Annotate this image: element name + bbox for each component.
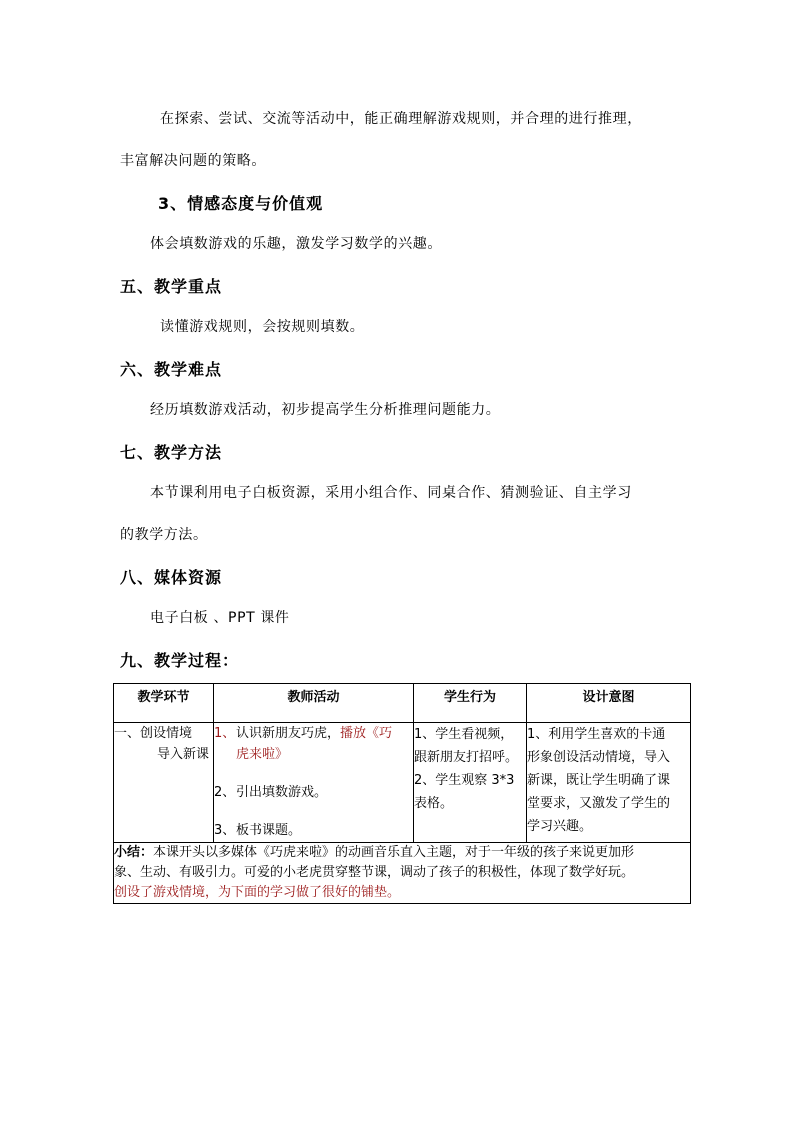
summary-row xyxy=(114,843,691,904)
teacher-item-1-highlight: 播放《巧 xyxy=(340,726,393,741)
teacher-item-1-number: 1、 xyxy=(214,726,236,741)
teacher-item-3-text: 板书课题。 xyxy=(236,823,302,838)
stage-cell xyxy=(114,723,214,843)
teacher-item-3 xyxy=(214,820,413,841)
intent-line-1: 1、利用学生喜欢的卡通 xyxy=(527,727,666,742)
header-stage: 教学环节 xyxy=(114,684,214,723)
table-row xyxy=(114,723,691,843)
teacher-item-1-text: 认识新朋友巧虎， xyxy=(236,726,341,741)
table-header-row xyxy=(114,684,691,723)
media-text: 电子白板 、PPT 课件 xyxy=(150,610,290,626)
teaching-process-table xyxy=(113,683,691,904)
emotion-text: 体会填数游戏的乐趣，激发学习数学的兴趣。 xyxy=(150,236,442,252)
teacher-item-1 xyxy=(214,723,413,744)
student-line-1: 1、学生看视频， xyxy=(414,727,514,742)
difficulty-text: 经历填数游戏活动，初步提高学生分析推理问题能力。 xyxy=(150,402,501,418)
emotion-heading: 3、情感态度与价值观 xyxy=(158,194,324,213)
method-line-1: 本节课利用电子白板资源，采用小组合作、同桌合作、猜测验证、自主学习 xyxy=(150,485,632,501)
teacher-item-3-number: 3、 xyxy=(214,823,236,838)
student-line-2: 跟新朋友打招呼。 xyxy=(414,750,519,765)
header-student: 学生行为 xyxy=(414,684,527,723)
summary-label: 小结： xyxy=(114,845,154,860)
stage-line-1: 一、创设情境 xyxy=(114,726,193,741)
teacher-item-2-number: 2、 xyxy=(214,785,236,800)
stage-line-2: 导入新课 xyxy=(156,747,209,762)
intent-line-2: 形象创设活动情境，导入 xyxy=(527,750,671,765)
key-point-heading: 五、教学重点 xyxy=(120,277,223,296)
header-intent: 设计意图 xyxy=(527,684,691,723)
intent-line-5: 学习兴趣。 xyxy=(527,819,593,834)
method-line-2: 的教学方法。 xyxy=(120,527,208,543)
key-point-text: 读懂游戏规则，会按规则填数。 xyxy=(160,319,365,335)
intro-line-2: 丰富解决问题的策略。 xyxy=(120,153,266,169)
design-intent-cell xyxy=(527,723,691,843)
process-heading: 九、教学过程： xyxy=(120,651,240,670)
header-teacher: 教师活动 xyxy=(214,684,414,723)
intent-line-3: 新课，既让学生明确了课 xyxy=(527,773,671,788)
method-heading: 七、教学方法 xyxy=(120,443,223,462)
summary-cell xyxy=(114,843,691,904)
summary-line-3: 创设了游戏情境，为下面的学习做了很好的铺垫。 xyxy=(114,885,401,900)
student-line-4: 表格。 xyxy=(414,796,454,811)
teacher-item-2-text: 引出填数游戏。 xyxy=(236,785,328,800)
teacher-activity-cell xyxy=(214,723,414,843)
teacher-item-1-highlight-cont: 虎来啦》 xyxy=(236,747,289,762)
student-line-3: 2、学生观察 3*3 xyxy=(414,773,515,788)
summary-line-1: 本课开头以多媒体《巧虎来啦》的动画音乐直入主题，对于一年级的孩子来说更加形 xyxy=(153,845,635,860)
teacher-item-2 xyxy=(214,782,413,803)
media-heading: 八、媒体资源 xyxy=(120,568,223,587)
summary-line-2: 象、生动、有吸引力。可爱的小老虎贯穿整节课，调动了孩子的积极性，体现了数学好玩。 xyxy=(114,865,635,880)
intent-line-4: 堂要求，又激发了学生的 xyxy=(527,796,671,811)
intro-line-1: 在探索、尝试、交流等活动中，能正确理解游戏规则，并合理的进行推理， xyxy=(160,111,642,127)
difficulty-heading: 六、教学难点 xyxy=(120,360,223,379)
student-behavior-cell xyxy=(414,723,527,843)
